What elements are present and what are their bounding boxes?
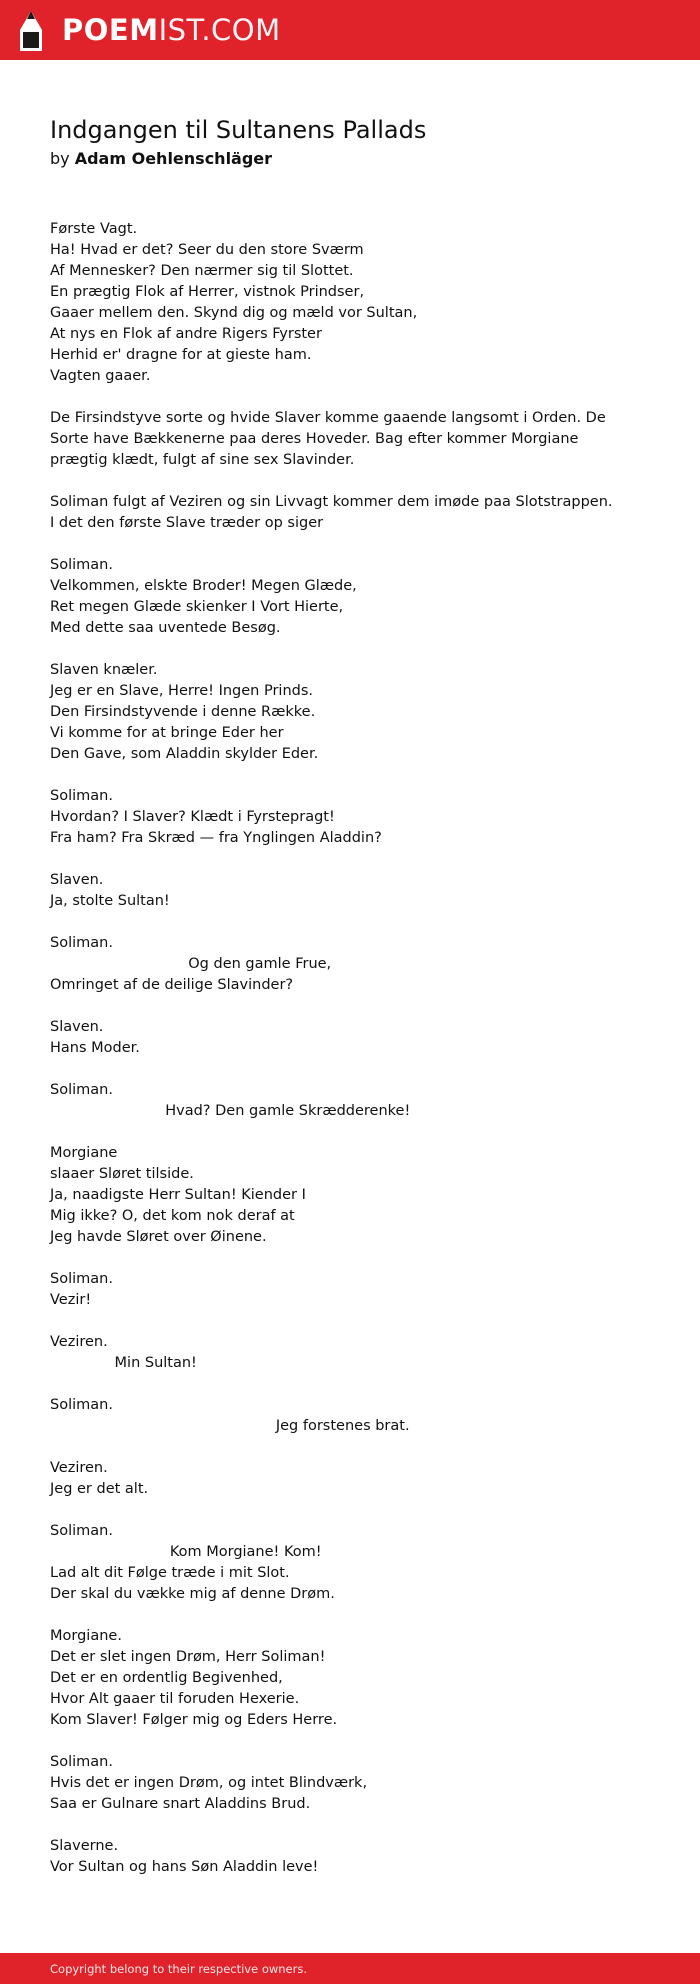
poem-line: Der skal du vække mig af denne Drøm. — [50, 1586, 335, 1602]
stanza-break — [50, 1122, 660, 1143]
poem-line: Kom Morgiane! Kom! — [50, 1544, 322, 1560]
poem-line: Velkommen, elskte Broder! Megen Glæde, — [50, 578, 357, 594]
poem-line: Ja, stolte Sultan! — [50, 893, 170, 909]
poem-line: Vagten gaaer. — [50, 368, 151, 384]
poem-line: Ha! Hvad er det? Seer du den store Sværm — [50, 242, 364, 258]
poem-line: Slaverne. — [50, 1838, 119, 1854]
site-name-bold: POEM — [62, 13, 159, 47]
poem-line: Fra ham? Fra Skræd — fra Ynglingen Aladdin? — [50, 830, 382, 846]
poem-line: Soliman. — [50, 788, 113, 804]
poem-line: Soliman fulgt af Veziren og sin Livvagt kommer dem imøde paa Slotstrappen. — [50, 494, 613, 510]
poem-line: Soliman. — [50, 935, 113, 951]
poem-line: Hvordan? I Slaver? Klædt i Fyrstepragt! — [50, 809, 335, 825]
stanza-break — [50, 1374, 660, 1395]
poem-line: Soliman. — [50, 557, 113, 573]
poem-line: Soliman. — [50, 1271, 113, 1287]
poem-line: Herhid er' dragne for at gieste ham. — [50, 347, 312, 363]
poem-body — [50, 219, 660, 1878]
poem-line: Af Mennesker? Den nærmer sig til Slottet. — [50, 263, 354, 279]
poem-line: Soliman. — [50, 1082, 113, 1098]
poem-line: Det er slet ingen Drøm, Herr Soliman! — [50, 1649, 326, 1665]
poem-line: Og den gamle Frue, — [50, 956, 332, 972]
stanza-break — [50, 1815, 660, 1836]
poem-line: Saa er Gulnare snart Aladdins Brud. — [50, 1796, 311, 1812]
poem-line: slaaer Sløret tilside. — [50, 1166, 194, 1182]
stanza-break — [50, 1731, 660, 1752]
poem-line: Ja, naadigste Herr Sultan! Kiender I — [50, 1187, 306, 1203]
poem-line: Jeg havde Sløret over Øinene. — [50, 1229, 267, 1245]
copyright-text: Copyright belong to their respective owners. — [50, 1962, 308, 1976]
poem-line: Min Sultan! — [50, 1355, 197, 1371]
author-name[interactable]: Adam Oehlenschläger — [74, 149, 273, 168]
stanza-break — [50, 849, 660, 870]
poem-line: Vezir! — [50, 1292, 92, 1308]
stanza-break — [50, 471, 660, 492]
poem-line: Mig ikke? O, det kom nok deraf at — [50, 1208, 295, 1224]
poem-line: Hvad? Den gamle Skrædderenke! — [50, 1103, 411, 1119]
poem-line: Vi komme for at bringe Eder her — [50, 725, 284, 741]
poem-line: Morgiane. — [50, 1628, 122, 1644]
poem-line: Soliman. — [50, 1397, 113, 1413]
poem-line: En prægtig Flok af Herrer, vistnok Prindser, — [50, 284, 365, 300]
stanza-break — [50, 765, 660, 786]
site-header — [0, 0, 700, 60]
poem-line: Soliman. — [50, 1754, 113, 1770]
stanza-break — [50, 387, 660, 408]
stanza-break — [50, 534, 660, 555]
poem-line: Slaven. — [50, 872, 104, 888]
poem-line: Soliman. — [50, 1523, 113, 1539]
poem-line: prægtig klædt, fulgt af sine sex Slavinder. — [50, 452, 355, 468]
poem-title: Indgangen til Sultanens Pallads — [50, 116, 427, 144]
stanza-break — [50, 1059, 660, 1080]
poem-line: Veziren. — [50, 1460, 108, 1476]
poem-line: Hans Moder. — [50, 1040, 140, 1056]
by-label: by — [50, 149, 70, 168]
stanza-break — [50, 1248, 660, 1269]
stanza-break — [50, 996, 660, 1017]
poem-line: Slaven. — [50, 1019, 104, 1035]
poem-line: Slaven knæler. — [50, 662, 158, 678]
poem-line: Første Vagt. — [50, 221, 138, 237]
poem-line: Sorte have Bækkenerne paa deres Hoveder. Bag efter kommer Morgiane — [50, 431, 579, 447]
poem-line: Den Gave, som Aladdin skylder Eder. — [50, 746, 319, 762]
stanza-break — [50, 1311, 660, 1332]
poem-line: Omringet af de deilige Slavinder? — [50, 977, 294, 993]
poem-line: At nys en Flok af andre Rigers Fyrster — [50, 326, 322, 342]
poem-line: I det den første Slave træder op siger — [50, 515, 324, 531]
stanza-break — [50, 1437, 660, 1458]
poem-line: Det er en ordentlig Begivenhed, — [50, 1670, 283, 1686]
stanza-break — [50, 639, 660, 660]
byline — [50, 149, 272, 168]
poem-line: Gaaer mellem den. Skynd dig og mæld vor Sultan, — [50, 305, 418, 321]
poem-line: Jeg er en Slave, Herre! Ingen Prinds. — [50, 683, 314, 699]
stanza-break — [50, 912, 660, 933]
stanza-break — [50, 1605, 660, 1626]
site-footer — [0, 1953, 700, 1984]
pencil-logo-icon[interactable] — [18, 10, 44, 52]
site-name-light: IST.COM — [158, 13, 281, 47]
poem-line: Kom Slaver! Følger mig og Eders Herre. — [50, 1712, 338, 1728]
poem-line: De Firsindstyve sorte og hvide Slaver komme gaaende langsomt i Orden. De — [50, 410, 606, 426]
site-logo-text[interactable] — [62, 12, 281, 48]
poem-line: Lad alt dit Følge træde i mit Slot. — [50, 1565, 290, 1581]
poem-line: Jeg forstenes brat. — [50, 1418, 410, 1434]
poem-line: Hvis det er ingen Drøm, og intet Blindværk, — [50, 1775, 368, 1791]
poem-line: Den Firsindstyvende i denne Række. — [50, 704, 316, 720]
poem-line: Ret megen Glæde skienker I Vort Hierte, — [50, 599, 344, 615]
poem-line: Veziren. — [50, 1334, 108, 1350]
stanza-break — [50, 1500, 660, 1521]
poem-line: Morgiane — [50, 1145, 118, 1161]
poem-line: Jeg er det alt. — [50, 1481, 149, 1497]
poem-line: Med dette saa uventede Besøg. — [50, 620, 281, 636]
poem-line: Vor Sultan og hans Søn Aladdin leve! — [50, 1859, 319, 1875]
poem-line: Hvor Alt gaaer til foruden Hexerie. — [50, 1691, 300, 1707]
